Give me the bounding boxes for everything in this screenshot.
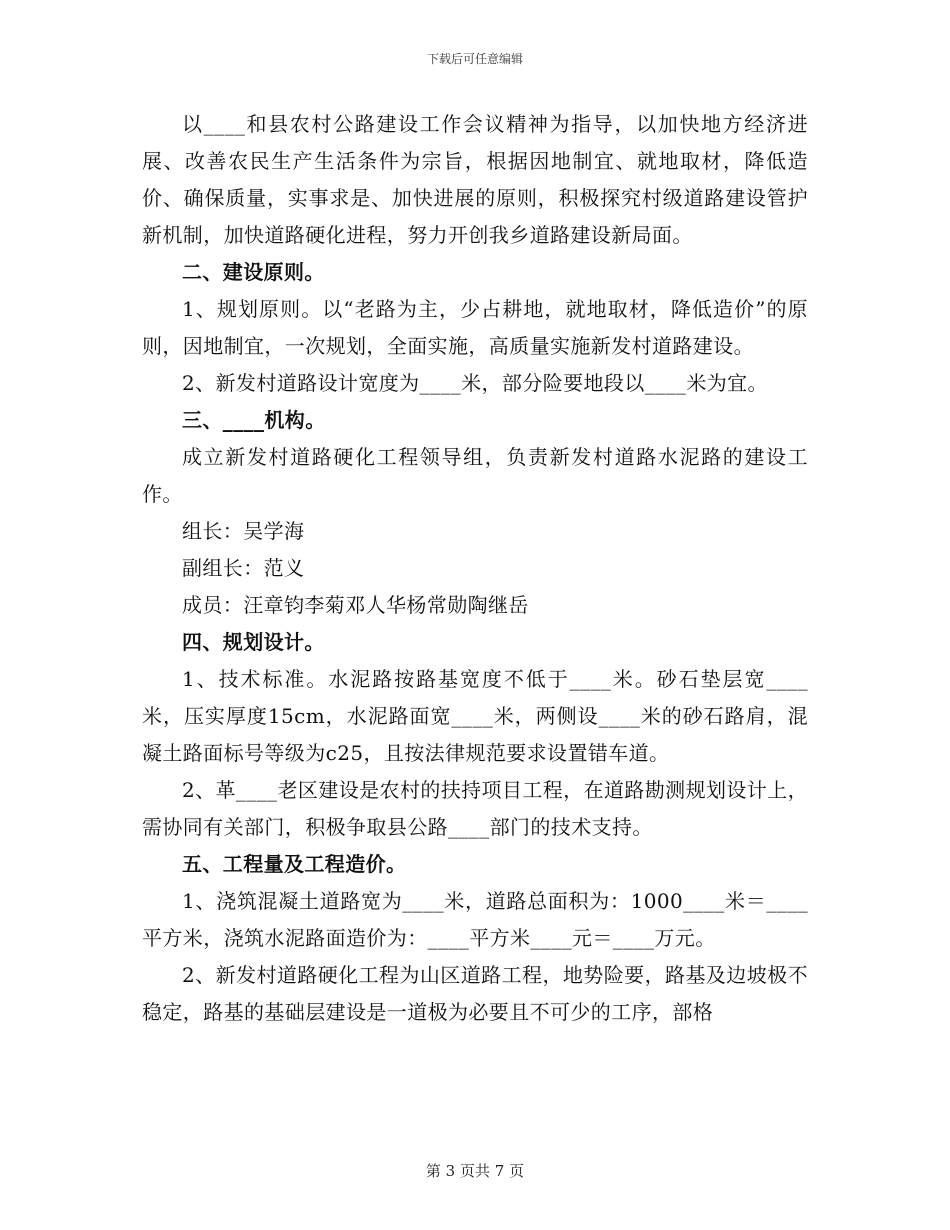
paragraph-mountain-road: 2、新发村道路硬化工程为山区道路工程，地势险要，路基及边坡极不稳定，路基的基础层建设是一道极为必要且不可少的工序，部格 (142, 963, 808, 1024)
page-header-note: 下载后可任意编辑 (426, 52, 523, 66)
document-body (142, 106, 808, 1031)
paragraph-road-width: 2、新发村道路设计宽度为____米，部分险要地段以____米为宜。 (182, 371, 768, 395)
heading-organization: 三、____机构。 (182, 408, 326, 432)
heading-planning-design: 四、规划设计。 (182, 630, 325, 654)
paragraph-deputy-leader: 副组长：范义 (182, 556, 305, 580)
paragraph-old-area-construction: 2、革____老区建设是农村的扶持项目工程，在道路勘测规划设计上，需协同有关部门，积极争取县公路____部门的技术支持。 (142, 778, 808, 839)
paragraph-guiding-principle: 以____和县农村公路建设工作会议精神为指导，以加快地方经济进展、改善农民生产生活条件为宗旨，根据因地制宜、就地取材，降低造价、确保质量，实事求是、加快进展的原则，积极探究村级道路建设管护新机制，加快道路硬化进程，努力开创我乡道路建设新局面。 (142, 112, 808, 247)
paragraph-group-leader: 组长：吴学海 (182, 519, 305, 543)
heading-quantities-cost: 五、工程量及工程造价。 (182, 852, 407, 876)
paragraph-technical-standard: 1、技术标准。水泥路按路基宽度不低于____米。砂石垫层宽____米，压实厚度15cm，水泥路面宽____米，两侧设____米的砂石路肩，混凝土路面标号等级为c25，且按法律规范要求设置错车道。 (142, 667, 808, 765)
heading-construction-principles: 二、建设原则。 (182, 260, 325, 284)
paragraph-leadership-group: 成立新发村道路硬化工程领导组，负责新发村道路水泥路的建设工作。 (142, 445, 808, 506)
paragraph-concrete-area: 1、浇筑混凝土道路宽为____米，道路总面积为：1000____米＝____平方米，浇筑水泥路面造价为：____平方米____元＝____万元。 (142, 889, 808, 950)
paragraph-planning-principle: 1、规划原则。以“老路为主，少占耕地，就地取材，降低造价”的原则，因地制宜，一次规划，全面实施，高质量实施新发村道路建设。 (142, 297, 808, 358)
paragraph-members: 成员：汪章钧李菊邓人华杨常勋陶继岳 (182, 593, 529, 617)
page-number: 第 3 页共 7 页 (425, 1162, 525, 1180)
